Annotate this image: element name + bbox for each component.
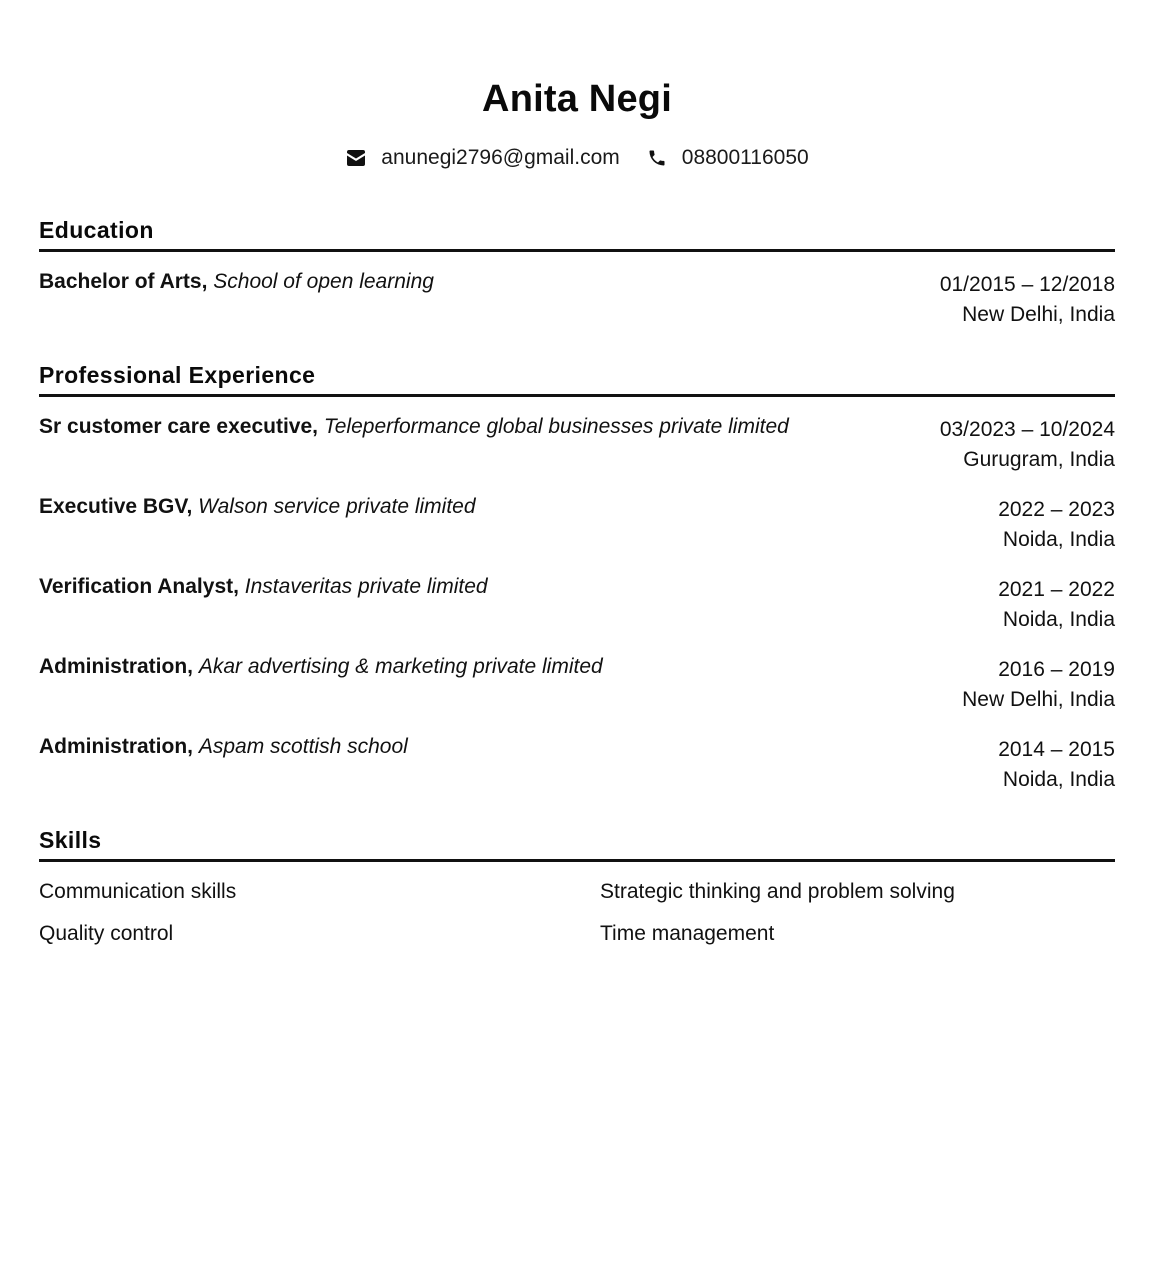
entry-dates: 2016 – 2019 [998,658,1115,681]
experience-entry [39,397,1115,477]
entry-meta [998,575,1115,635]
envelope-icon [345,147,367,169]
entry-heading [39,735,408,759]
entry-meta [940,270,1115,330]
email-link[interactable]: anunegi2796@gmail.com [381,146,620,169]
entry-meta [940,415,1115,475]
entry-location: New Delhi, India [962,303,1115,326]
entry-company: Akar advertising & marketing private limited [198,655,603,678]
experience-section [39,361,1115,797]
entry-heading [39,655,603,679]
entry-dates: 2022 – 2023 [998,498,1115,521]
entry-dates: 2021 – 2022 [998,578,1115,601]
entry-role: Executive BGV, [39,495,193,518]
entry-company: Teleperformance global businesses private limited [323,415,789,438]
contact-email [345,146,619,170]
contact-info [39,146,1115,170]
entry-role: Administration, [39,735,194,758]
entry-heading [39,270,434,294]
experience-entry [39,637,1115,717]
entry-location: Noida, India [1002,528,1115,551]
entry-role: Sr customer care executive, [39,415,318,438]
education-section [39,216,1115,332]
entry-meta [998,735,1115,795]
skills-section [39,826,1115,946]
experience-entry [39,477,1115,557]
entry-company: Instaveritas private limited [244,575,488,598]
entry-company: Walson service private limited [198,495,476,518]
skills-list [39,862,1115,946]
entry-heading [39,495,476,519]
contact-phone [646,146,809,170]
phone-icon [646,147,668,169]
entry-role: Administration, [39,655,194,678]
skill-item: Quality control [39,922,174,945]
education-entry [39,252,1115,332]
entry-institution: School of open learning [213,270,434,293]
phone-number[interactable]: 08800116050 [681,146,809,169]
entry-location: Noida, India [1002,608,1115,631]
entry-role: Verification Analyst, [39,575,239,598]
entry-location: Noida, India [1002,768,1115,791]
entry-degree: Bachelor of Arts, [39,270,208,293]
experience-entry [39,557,1115,637]
section-title-education: Education [39,216,1115,252]
entry-heading [39,415,789,439]
section-title-experience: Professional Experience [39,361,1115,397]
section-title-skills: Skills [39,826,1115,862]
entry-meta [998,495,1115,555]
entry-meta [962,655,1115,715]
entry-company: Aspam scottish school [198,735,408,758]
entry-heading [39,575,488,599]
entry-dates: 03/2023 – 10/2024 [939,418,1115,441]
skill-item: Time management [600,922,775,945]
candidate-name: Anita Negi [482,78,672,120]
experience-entry [39,717,1115,797]
entry-location: New Delhi, India [962,688,1115,711]
entry-location: Gurugram, India [963,448,1115,471]
entry-dates: 01/2015 – 12/2018 [939,273,1115,296]
entry-dates: 2014 – 2015 [998,738,1115,761]
skill-item: Communication skills [39,880,237,903]
skill-item: Strategic thinking and problem solving [600,880,955,903]
